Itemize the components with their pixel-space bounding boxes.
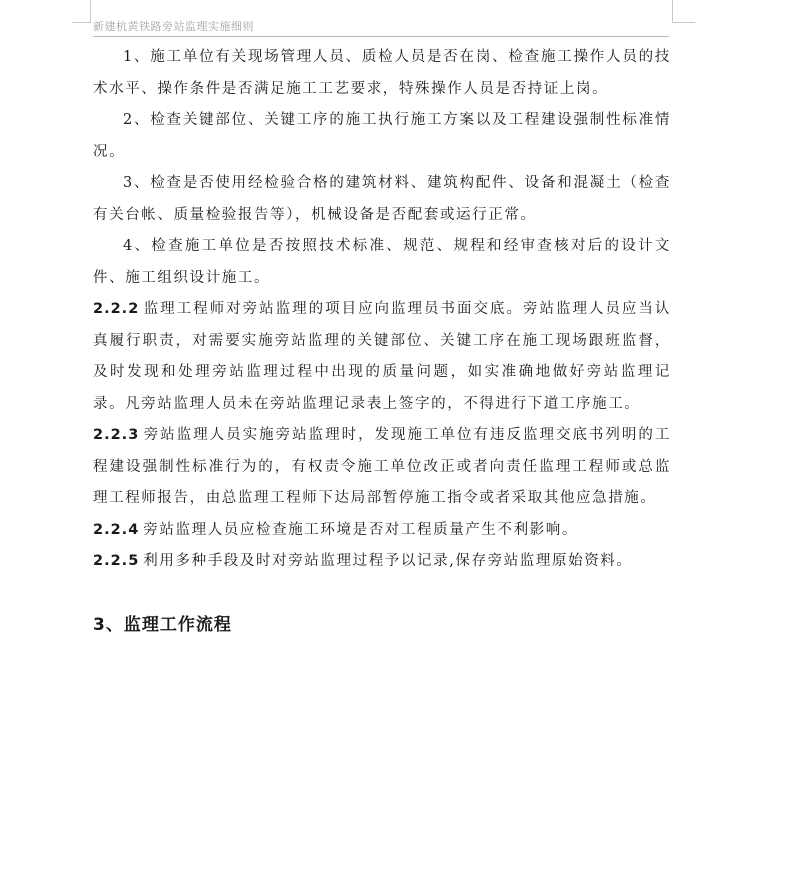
paragraph-item-1: 1、施工单位有关现场管理人员、质检人员是否在岗、检查施工操作人员的技术水平、操作条件是否满足施工工艺要求，特殊操作人员是否持证上岗。 <box>93 49 671 97</box>
paragraph-item-4: 4、检查施工单位是否按照技术标准、规范、规程和经审查核对后的设计文件、施工组织设计施工。 <box>93 238 671 286</box>
clause-number: 2.2.4 <box>93 521 140 538</box>
section-title: 3、监理工作流程 <box>93 614 232 635</box>
clause-2-2-4 <box>93 515 671 547</box>
clause-2-2-3 <box>93 420 671 515</box>
clause-text: 旁站监理人员实施旁站监理时，发现施工单位有违反监理交底书列明的工程建设强制性标准行为的，有权责令施工单位改正或者向责任监理工程师或总监理工程师报告，由总监理工程师下达局部暂停施工指令或者采取其他应急措施。 <box>93 427 671 506</box>
page-header: 新建杭黄铁路旁站监理实施细则 <box>93 20 669 37</box>
header-corner-mark-left <box>72 0 91 23</box>
paragraph-item-3: 3、检查是否使用经检验合格的建筑材料、建筑构配件、设备和混凝土（检查有关台帐、质量检验报告等），机械设备是否配套或运行正常。 <box>93 175 671 223</box>
clause-text: 利用多种手段及时对旁站监理过程予以记录,保存旁站监理原始资料。 <box>143 553 633 569</box>
paragraph-item-2: 2、检查关键部位、关键工序的施工执行施工方案以及工程建设强制性标准情况。 <box>93 112 671 160</box>
clause-number: 2.2.5 <box>93 553 140 569</box>
clause-text: 旁站监理人员应检查施工环境是否对工程质量产生不利影响。 <box>143 521 578 538</box>
clause-2-2-5 <box>93 546 671 578</box>
clause-2-2-2 <box>93 294 671 420</box>
header-corner-mark-right <box>672 0 695 23</box>
clause-text: 监理工程师对旁站监理的项目应向监理员书面交底。旁站监理人员应当认真履行职责，对需要实施旁站监理的关键部位、关键工序在施工现场跟班监督，及时发现和处理旁站监理过程中出现的质量问题，如实准确地做好旁站监理记录。凡旁站监理人员未在旁站监理记录表上签字的，不得进行下道工序施工。 <box>93 301 671 412</box>
clause-number: 2.2.3 <box>93 427 140 443</box>
clause-number: 2.2.2 <box>93 301 140 317</box>
document-content <box>93 42 671 638</box>
